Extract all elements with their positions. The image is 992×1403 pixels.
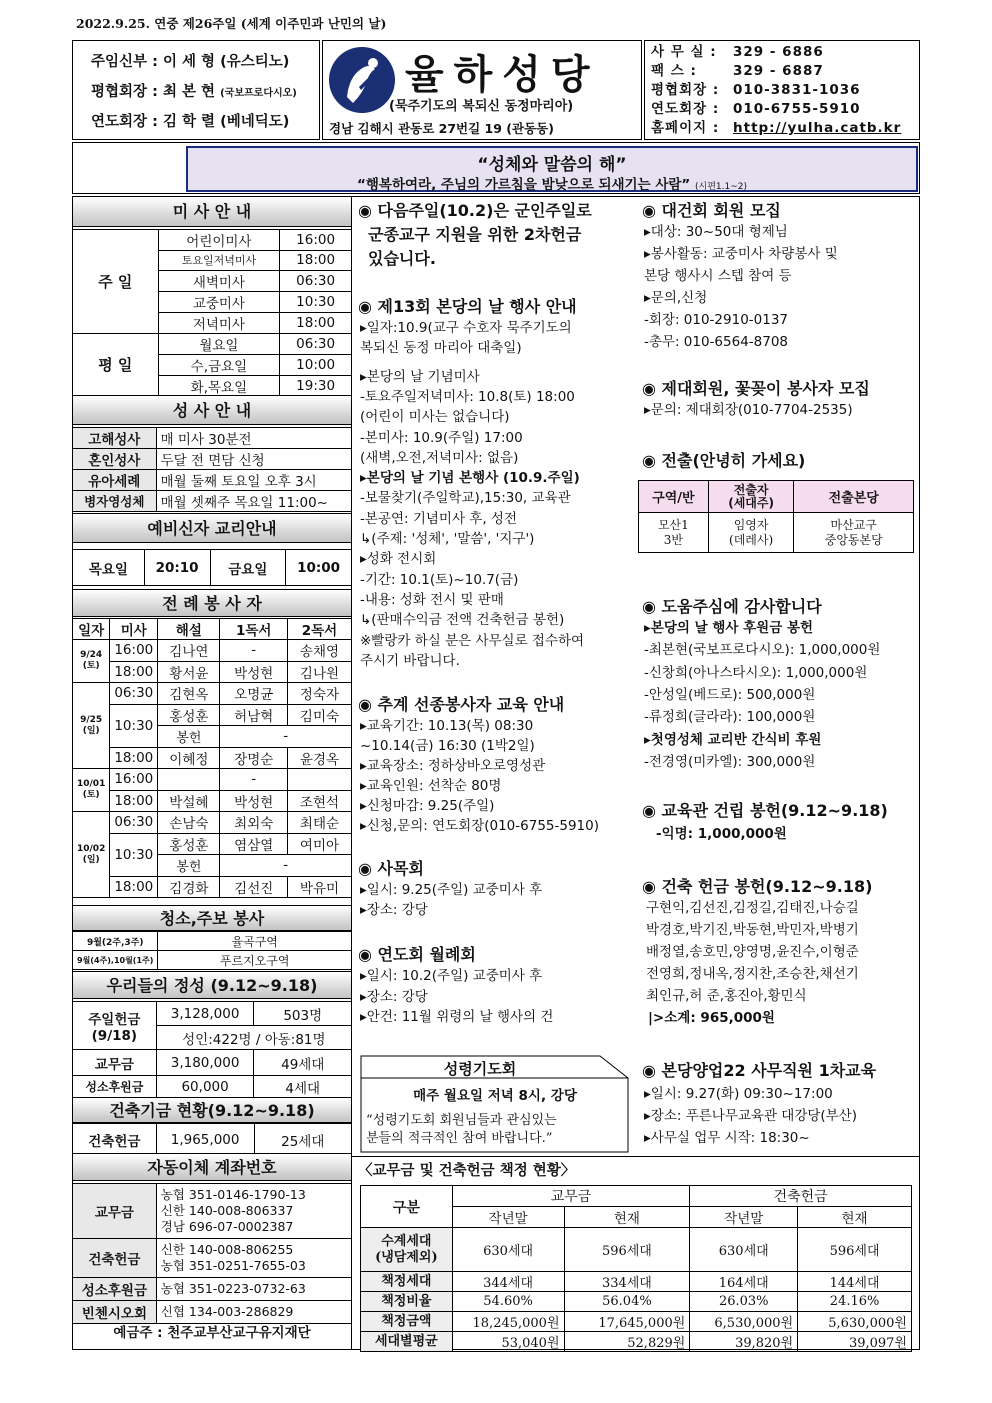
training-line: ▸신청마감: 9.25(주일)	[360, 798, 495, 814]
edu-fund-title: ◉ 교육관 건립 봉헌(9.12~9.18)	[642, 801, 888, 820]
pastoral-council-line: ▸장소: 강당	[360, 902, 428, 918]
edu-fund-line: -익명: 1,000,000원	[656, 826, 787, 842]
prayer-box	[360, 1054, 630, 1154]
offerings-title: 우리들의 정성 (9.12~9.18)	[73, 971, 351, 999]
right-column	[636, 196, 920, 1156]
building-fund-table: 건축헌금 1,965,000 25세대	[72, 1123, 352, 1156]
training-line: ~10.14(금) 16:30 (1박2일)	[360, 738, 535, 754]
build-fund-names: 최인규,허 준,홍진아,황민식	[646, 988, 807, 1004]
catechism-title: 예비신자 교리안내	[73, 513, 351, 543]
sunday-offering-label: 주일헌금 (9/18)	[73, 1002, 157, 1050]
sacraments-title: 성 사 안 내	[73, 395, 351, 425]
account-number: 경남 696-07-0002387	[160, 1219, 294, 1234]
building-fund-title: 건축기금 현황(9.12~9.18)	[73, 1097, 351, 1123]
church-address: 경남 김해시 관동로 27번길 19 (관동동)	[329, 121, 554, 136]
contact-row: 사 무 실 : 329 - 6886	[651, 44, 824, 60]
parish-day-line: -본공연: 기념미사 후, 성전	[360, 510, 517, 527]
praying-figure-icon	[329, 47, 395, 113]
thanks-line: -안성일(베드로): 500,000원	[644, 686, 816, 703]
account-number: 농협 351-0146-1790-13	[160, 1187, 306, 1202]
parish-day-line: -토요주일저녁미사: 10.8(토) 18:00	[360, 388, 575, 405]
office-training-line: ▸장소: 푸른나무교육관 대강당(부산)	[644, 1108, 858, 1124]
parish-day-line: ↳(주제: '성체', '말씀', '지구')	[360, 531, 535, 547]
parish-day-line: ▸본당의 날 기념 본행사 (10.9.주일)	[360, 470, 580, 487]
sacrament-row: 병자영성체 매월 셋째주 목요일 11:00~	[73, 491, 352, 512]
contact-row: 연도회장 : 010-6755-5910	[651, 101, 861, 117]
sacrament-row: 유아세례 매월 둘째 토요일 오후 3시	[73, 470, 352, 491]
accounts-table	[72, 1183, 352, 1324]
assessment-table	[360, 1185, 912, 1352]
left-column	[72, 196, 352, 1350]
parish-day-line: 복되신 동정 마리아 대축일)	[360, 340, 522, 357]
daegun-line: -회장: 010-2910-0137	[644, 312, 789, 328]
parish-day-line: (새벽,오전,저녁미사: 없음)	[360, 449, 519, 466]
date-line: 2022.9.25. 연중 제26주일 (세계 이주민과 난민의 날)	[76, 16, 387, 31]
assessment-section	[352, 1156, 920, 1350]
transfer-table	[638, 480, 914, 553]
build-fund-names: 배정열,송호민,양영명,윤진수,이형준	[646, 944, 859, 960]
parish-day-line: ▸일자:10.9(교구 수호자 묵주기도의	[360, 320, 572, 336]
assessment-subheader: 작년말 현재 작년말 현재	[361, 1207, 912, 1228]
account-holder: 예금주 : 천주교부산교구유지재단	[113, 1325, 311, 1341]
sacraments-table	[72, 427, 352, 512]
daegun-title: ◉ 대건회 회원 모집	[642, 201, 781, 220]
accounts-title: 자동이체 계좌번호	[73, 1153, 351, 1181]
catechism-time: 20:10	[144, 550, 210, 586]
staff-row: 연도회장 : 김 학 렬 (베네딕도)	[91, 114, 290, 130]
prayer-line: “성령기도회 회원님들과 관심있는	[366, 1113, 557, 1128]
thanks-line: -신창희(아나스타시오): 1,000,000원	[644, 664, 868, 681]
altar-volunteer-title: ◉ 제대회원, 꽃꽂이 봉사자 모집	[642, 379, 870, 398]
parish-day-line: ※빨랑카 하실 분은 사무실로 접수하여	[360, 632, 585, 649]
mass-row: 토요일저녁미사 18:00	[73, 251, 352, 271]
parish-day-line: ▸본당의 날 기념미사	[360, 368, 480, 385]
account-number: 신협 134-003-286829	[160, 1304, 294, 1319]
catechism-day: 목요일	[73, 550, 145, 586]
church-subtitle: (묵주기도의 복되신 동정마리아)	[389, 99, 574, 114]
weekday-label: 평 일	[73, 333, 159, 396]
banner-subtitle: “행복하여라, 주님의 가르침을 밤낮으로 되새기는 사람” (시편1.1~2)	[357, 177, 747, 193]
servers-table	[72, 618, 352, 898]
build-fund-names: 구현익,김선진,김정길,김태진,나승길	[646, 900, 859, 916]
sacrament-row: 고해성사 매 미사 30분전	[73, 428, 352, 449]
table-row: 18:00 박설혜 박성현 조현석	[73, 790, 352, 812]
server-date: 10/02 (일)	[73, 812, 110, 898]
daegun-line: 본당 행사시 스텝 참여 등	[644, 268, 792, 284]
assessment-title: 〈교무금 및 건축헌금 책정 현황〉	[358, 1163, 576, 1179]
yeondo-meeting-line: ▸일시: 10.2(주일) 교중미사 후	[360, 968, 543, 984]
sunday-label: 주 일	[73, 230, 159, 334]
notice-military-sunday: ◉ 다음주일(10.2)은 군인주일로	[358, 201, 592, 220]
table-row: 책정비율 54.60% 56.04% 26.03% 24.16%	[361, 1292, 912, 1312]
build-fund-names: 전영희,정내옥,정지찬,조승찬,채선기	[646, 966, 859, 982]
account-number: 신한 140-008-806255	[160, 1242, 294, 1257]
cleaning-title: 청소,주보 봉사	[73, 905, 351, 931]
server-date: 9/25 (일)	[73, 683, 110, 769]
mass-title: 미 사 안 내	[73, 197, 351, 227]
account-number: 신한 140-008-806337	[160, 1203, 294, 1218]
account-row: 성소후원금 농협 351-0223-0732-63	[73, 1278, 352, 1301]
yeondo-meeting-line: ▸안건: 11월 위령의 날 행사의 건	[360, 1009, 554, 1025]
mass-row: 화,목요일 19:30	[73, 375, 352, 396]
catechism-time: 10:00	[286, 550, 352, 586]
prayer-line: 분들의 적극적인 참여 바랍니다.”	[366, 1131, 553, 1146]
daegun-line: -총무: 010-6564-8708	[644, 334, 789, 350]
thanks-line: -최본현(국보프로다시오): 1,000,000원	[644, 642, 881, 659]
yeondo-meeting-title: ◉ 연도회 월례회	[358, 945, 476, 964]
table-row: 18:00 이혜정 장명순 윤경옥	[73, 747, 352, 769]
offerings-table: 주일헌금 (9/18) 3,128,000 503명 성인:422명 / 아동:81명 교무금 3,180,000 49세대 성소후원금 60,000 4세대	[72, 1001, 352, 1098]
daegun-line: ▸문의,신청	[644, 290, 708, 306]
catechism-table	[72, 549, 352, 586]
build-fund-names: 박경호,박기진,박동현,박민자,박병기	[646, 922, 859, 938]
office-training-line: ▸일시: 9.27(화) 09:30~17:00	[644, 1086, 833, 1102]
table-row: 모산1 3반 임영자 (데레사) 마산교구 중앙동본당	[639, 513, 914, 553]
mass-row: 평 일 월요일 06:30	[73, 333, 352, 354]
pastoral-council-line: ▸일시: 9.25(주일) 교중미사 후	[360, 882, 543, 898]
parish-day-line: -기간: 10.1(토)~10.7(금)	[360, 571, 519, 588]
daegun-line: ▸봉사활동: 교중미사 차량봉사 및	[644, 246, 838, 262]
training-title: ◉ 추계 선종봉사자 교육 안내	[358, 695, 565, 714]
office-training-title: ◉ 본당양업22 사무직원 1차교육	[642, 1061, 877, 1080]
table-row: 수계세대 (냉담제외) 630세대 596세대 630세대 596세대	[361, 1228, 912, 1272]
parish-day-line: -보물찾기(주일학교),15:30, 교육관	[360, 490, 571, 507]
server-date: 10/01 (토)	[73, 769, 110, 812]
yeondo-meeting-line: ▸장소: 강당	[360, 988, 428, 1005]
parish-day-line: ▸성화 전시회	[360, 551, 437, 568]
staff-row: 평협회장 : 최 본 현 (국보프로다시오)	[91, 84, 297, 100]
table-row: 세대별평균 53,040원 52,829원 39,820원 39,097원	[361, 1332, 912, 1352]
contact-row: 홈페이지 : http://yulha.catb.kr	[651, 120, 902, 136]
parish-day-title: ◉ 제13회 본당의 날 행사 안내	[358, 297, 577, 316]
mass-row: 교중미사 10:30	[73, 291, 352, 312]
parish-day-line: 주시기 바랍니다.	[360, 652, 460, 669]
table-row: 18:00 김경화 김선진 박유미	[73, 876, 352, 898]
table-row: 10:30 홍성훈 염삼열 여미아	[73, 833, 352, 855]
servers-title: 전 례 봉 사 자	[73, 589, 351, 617]
church-title-box	[322, 40, 642, 140]
altar-volunteer-line: ▸문의: 제대회장(010-7704-2535)	[644, 402, 853, 418]
church-name: 율하성당	[405, 51, 600, 98]
training-line: ▸교육인원: 선착순 80명	[360, 778, 502, 794]
banner-title: “성체와 말씀의 해”	[477, 155, 627, 175]
table-row: 10/01 (토) 16:00 -	[73, 769, 352, 791]
table-row: 책정금액 18,245,000원 17,645,000원 6,530,000원 5,630,000원	[361, 1312, 912, 1332]
theme-banner	[186, 146, 918, 192]
thanks-line: -전경영(미카엘): 300,000원	[644, 753, 816, 770]
catechism-day: 금요일	[210, 550, 286, 586]
staff-box	[72, 40, 320, 140]
cleaning-table: 9월(2주,3주) 율곡구역 9월(4주),10월(1주) 푸르지오구역	[72, 931, 352, 970]
contact-row: 팩 스 : 329 - 6887	[651, 63, 824, 79]
contact-row: 평협회장 : 010-3831-1036	[651, 82, 861, 98]
account-row: 빈첸시오회 신협 134-003-286829	[73, 1301, 352, 1324]
mass-row: 새벽미사 06:30	[73, 270, 352, 291]
parish-day-line: -내용: 성화 전시 및 판매	[360, 591, 504, 608]
table-row: 10/02 (일) 06:30 손남숙 최외숙 최태순	[73, 812, 352, 834]
server-date: 9/24 (토)	[73, 640, 110, 683]
training-line: ▸교육장소: 정하상바오로영성관	[360, 758, 546, 774]
prayer-time: 매주 월요일 저녁 8시, 강당	[413, 1088, 577, 1104]
table-row: 9/25 (일) 06:30 김현옥 오명균 정숙자	[73, 683, 352, 705]
notice-military-sunday: 있습니다.	[368, 249, 436, 268]
daegun-line: ▸대상: 30~50대 형제님	[644, 224, 788, 240]
thanks-line: ▸첫영성체 교리반 간식비 후원	[644, 731, 822, 748]
table-row: 봉헌 -	[73, 726, 352, 748]
transfer-title: ◉ 전출(안녕히 가세요)	[642, 451, 806, 470]
parish-day-line: ↳(판매수익금 전액 건축헌금 봉헌)	[360, 612, 565, 629]
build-fund-title: ◉ 건축 헌금 봉헌(9.12~9.18)	[642, 877, 873, 896]
contact-box	[644, 40, 920, 140]
pastoral-council-title: ◉ 사목회	[358, 859, 424, 878]
mass-row: 저녁미사 18:00	[73, 312, 352, 333]
prayer-title: 성령기도회	[443, 1060, 517, 1078]
table-row: 18:00 황서윤 박성현 김나원	[73, 661, 352, 683]
thanks-line: -류정희(글라라): 100,000원	[644, 709, 816, 726]
mass-table	[72, 229, 352, 397]
sacrament-row: 혼인성사 두달 전 면담 신청	[73, 449, 352, 470]
table-row: 9/24 (토) 16:00 김나연 - 송채영	[73, 640, 352, 662]
assessment-header: 구분 교무금 건축헌금	[361, 1186, 912, 1207]
training-line: ▸신청,문의: 연도회장(010-6755-5910)	[360, 818, 599, 834]
homepage-link[interactable]: http://yulha.catb.kr	[733, 120, 902, 136]
thanks-title: ◉ 도움주심에 감사합니다	[642, 597, 822, 616]
thanks-line: ▸본당의 날 행사 후원금 봉헌	[644, 620, 814, 636]
training-line: ▸교육기간: 10.13(목) 08:30	[360, 718, 534, 734]
account-number: 농협 351-0251-7655-03	[160, 1258, 306, 1273]
account-row: 건축헌금 신한 140-008-806255 농협 351-0251-7655-03	[73, 1239, 352, 1278]
servers-header: 일자 미사 해설 1독서 2독서	[73, 619, 352, 640]
parish-day-line: -본미사: 10.9(주일) 17:00	[360, 429, 523, 446]
middle-column	[352, 196, 636, 1156]
mass-row: 수,금요일 10:00	[73, 354, 352, 375]
account-row: 교무금 농협 351-0146-1790-13 신한 140-008-806337 경남 696-07-0002387	[73, 1184, 352, 1239]
transfer-header: 구역/반 전출자 (세대주) 전출본당	[639, 481, 914, 513]
account-number: 농협 351-0223-0732-63	[160, 1281, 306, 1296]
build-fund-subtotal: |>소계: 965,000원	[648, 1010, 775, 1026]
mass-row: 주 일 어린이미사 16:00	[73, 230, 352, 251]
staff-row: 주임신부 : 이 세 형 (유스티노)	[91, 54, 290, 70]
table-row: 10:30 홍성훈 허남혁 김미숙	[73, 704, 352, 726]
office-training-line: ▸사무실 업무 시작: 18:30~	[644, 1130, 810, 1146]
parish-day-line: (어린이 미사는 없습니다)	[360, 409, 510, 426]
notice-military-sunday: 군종교구 지원을 위한 2차헌금	[368, 225, 582, 244]
table-row: 책정세대 344세대 334세대 164세대 144세대	[361, 1272, 912, 1292]
table-row: 봉헌 -	[73, 855, 352, 877]
